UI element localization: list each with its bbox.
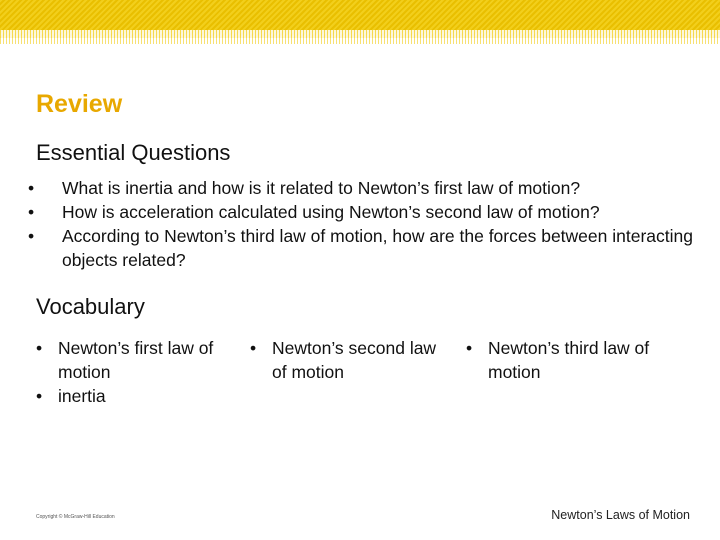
question-item: • How is acceleration calculated using Newton’s second law of motion? [28, 200, 708, 224]
copyright-notice: Copyright © McGraw-Hill Education [36, 514, 115, 520]
vocabulary-heading: Vocabulary [36, 294, 145, 319]
question-item: • According to Newton’s third law of motion, how are the forces between interacting objects related? [28, 224, 708, 272]
vocabulary-item: • Newton’s third law of motion [466, 336, 686, 384]
vocabulary-column-2 [250, 336, 450, 384]
essential-questions-heading: Essential Questions [36, 140, 231, 165]
slide-title: Review [36, 90, 123, 118]
vocabulary-item: • Newton’s first law of motion [36, 336, 236, 384]
footer-title: Newton’s Laws of Motion [551, 508, 690, 522]
question-item: • What is inertia and how is it related to Newton’s first law of motion? [28, 176, 708, 200]
vocabulary-item: • inertia [36, 384, 236, 408]
vocabulary-item: • Newton’s second law of motion [250, 336, 450, 384]
vocabulary-column-3 [466, 336, 686, 384]
essential-questions-list [28, 176, 708, 272]
vocabulary-column-1 [36, 336, 236, 408]
top-band-fade [0, 30, 720, 44]
